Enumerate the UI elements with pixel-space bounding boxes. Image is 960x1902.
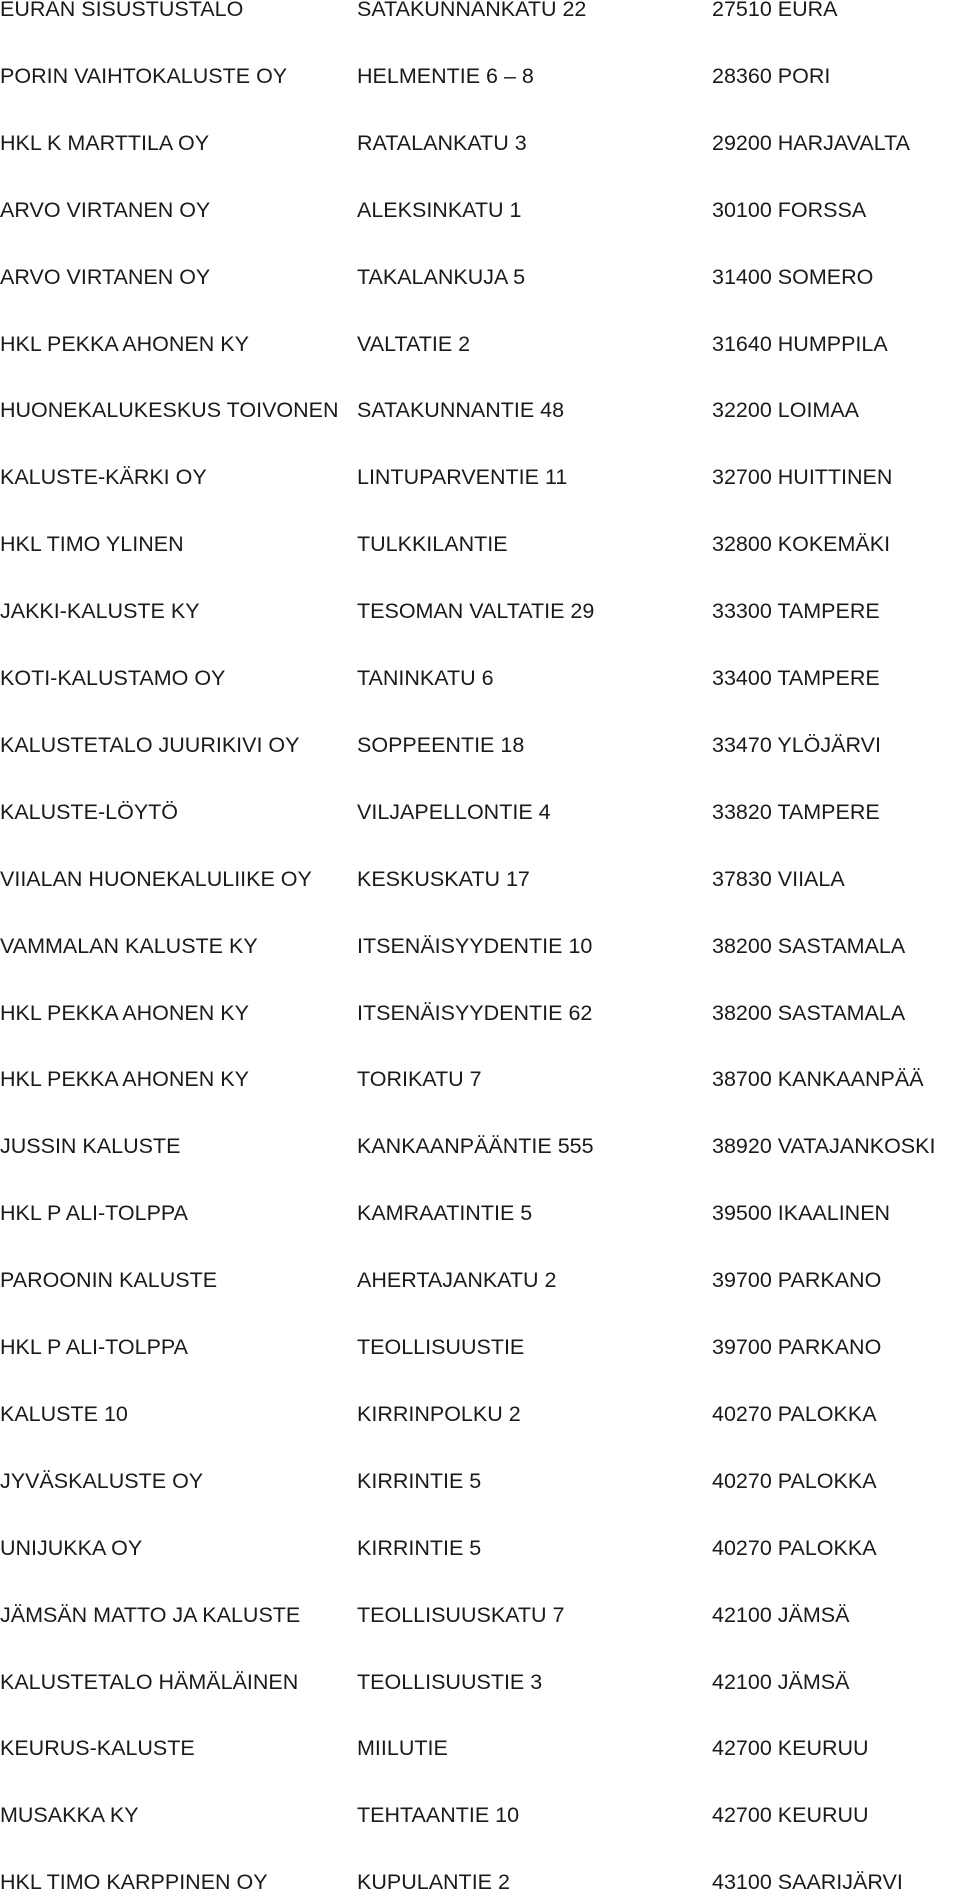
dealer-row <box>0 1260 960 1300</box>
street-address: SATAKUNNANKATU 22 <box>357 0 587 21</box>
postal-city: 40270 PALOKKA <box>712 1401 877 1426</box>
dealer-name: HKL P ALI-TOLPPA <box>0 1335 189 1359</box>
dealer-name: HKL PEKKA AHONEN KY <box>0 1067 249 1092</box>
street-address: TEOLLISUUSKATU 7 <box>357 1602 565 1627</box>
street-address: HELMENTIE 6 – 8 <box>357 63 534 88</box>
dealer-name: HKL PEKKA AHONEN KY <box>0 331 249 356</box>
street-address: KAMRAATINTIE 5 <box>357 1201 533 1226</box>
street-address: ITSENÄISYYDENTIE 10 <box>357 933 593 958</box>
postal-city: 27510 EURA <box>712 0 838 21</box>
postal-city: 38700 KANKAANPÄÄ <box>712 1067 924 1092</box>
postal-city: 33470 YLÖJÄRVI <box>712 732 881 757</box>
dealer-row <box>0 1327 960 1367</box>
street-address: KUPULANTIE 2 <box>357 1870 510 1895</box>
dealer-name: KOTI-KALUSTAMO OY <box>0 666 226 690</box>
street-address: TEOLLISUUSTIE 3 <box>357 1669 543 1694</box>
street-address: AHERTAJANKATU 2 <box>357 1268 557 1293</box>
postal-city: 42700 KEURUU <box>712 1736 869 1761</box>
dealer-name: HUONEKALUKESKUS TOIVONEN <box>0 398 339 423</box>
street-address: KESKUSKATU 17 <box>357 866 530 891</box>
dealer-name: JAKKI-KALUSTE KY <box>0 599 200 624</box>
postal-city: 39500 IKAALINEN <box>712 1201 891 1226</box>
street-address: TAKALANKUJA 5 <box>357 264 526 289</box>
dealer-row <box>0 725 960 765</box>
postal-city: 38920 VATAJANKOSKI <box>712 1134 936 1159</box>
dealer-row <box>0 1059 960 1099</box>
postal-city: 39700 PARKANO <box>712 1268 882 1293</box>
dealer-row <box>0 190 960 230</box>
street-address: TORIKATU 7 <box>357 1067 482 1092</box>
street-address: TANINKATU 6 <box>357 666 494 690</box>
street-address: KANKAANPÄÄNTIE 555 <box>357 1134 594 1159</box>
street-address: KIRRINPOLKU 2 <box>357 1401 521 1426</box>
postal-city: 33400 TAMPERE <box>712 666 880 690</box>
dealer-name: HKL TIMO YLINEN <box>0 532 184 557</box>
dealer-row <box>0 457 960 497</box>
postal-city: 37830 VIIALA <box>712 866 845 891</box>
dealer-row <box>0 257 960 297</box>
dealer-name: JYVÄSKALUSTE OY <box>0 1468 204 1493</box>
dealer-row <box>0 324 960 364</box>
postal-city: 42100 JÄMSÄ <box>712 1602 850 1627</box>
street-address: LINTUPARVENTIE 11 <box>357 465 568 490</box>
street-address: ALEKSINKATU 1 <box>357 197 522 222</box>
dealer-row <box>0 123 960 163</box>
dealer-name: HKL TIMO KARPPINEN OY <box>0 1870 268 1895</box>
street-address: TESOMAN VALTATIE 29 <box>357 599 595 624</box>
postal-city: 40270 PALOKKA <box>712 1535 877 1560</box>
dealer-row <box>0 1193 960 1233</box>
dealer-name: HKL K MARTTILA OY <box>0 130 210 155</box>
street-address: VALTATIE 2 <box>357 331 471 356</box>
dealer-name: EURAN SISUSTUSTALO <box>0 0 244 21</box>
dealer-name: PAROONIN KALUSTE <box>0 1268 218 1293</box>
dealer-row <box>0 1795 960 1835</box>
postal-city: 38200 SASTAMALA <box>712 933 906 958</box>
street-address: TEHTAANTIE 10 <box>357 1803 520 1828</box>
street-address: RATALANKATU 3 <box>357 130 527 155</box>
dealer-row <box>0 1528 960 1568</box>
postal-city: 29200 HARJAVALTA <box>712 130 910 155</box>
dealer-name: KEURUS-KALUSTE <box>0 1736 195 1761</box>
postal-city: 32200 LOIMAA <box>712 398 860 423</box>
street-address: SOPPEENTIE 18 <box>357 732 525 757</box>
dealer-row <box>0 591 960 631</box>
dealer-row <box>0 1595 960 1635</box>
postal-city: 32700 HUITTINEN <box>712 465 893 490</box>
dealer-name: ARVO VIRTANEN OY <box>0 197 211 222</box>
postal-city: 31400 SOMERO <box>712 264 874 289</box>
dealer-row <box>0 1728 960 1768</box>
dealer-name: JÄMSÄN MATTO JA KALUSTE <box>0 1602 301 1627</box>
dealer-row <box>0 524 960 564</box>
dealer-name: VAMMALAN KALUSTE KY <box>0 933 258 958</box>
dealer-name: KALUSTE 10 <box>0 1401 128 1426</box>
postal-city: 39700 PARKANO <box>712 1335 882 1359</box>
postal-city: 42100 JÄMSÄ <box>712 1669 850 1694</box>
postal-city: 32800 KOKEMÄKI <box>712 532 891 557</box>
dealer-row <box>0 1394 960 1434</box>
postal-city: 30100 FORSSA <box>712 197 867 222</box>
dealer-name: UNIJUKKA OY <box>0 1535 143 1560</box>
postal-city: 43100 SAARIJÄRVI <box>712 1870 903 1895</box>
dealer-name: HKL P ALI-TOLPPA <box>0 1201 189 1226</box>
postal-city: 38200 SASTAMALA <box>712 1000 906 1025</box>
dealer-name: PORIN VAIHTOKALUSTE OY <box>0 63 288 88</box>
dealer-row <box>0 1862 960 1902</box>
dealer-row <box>0 0 960 29</box>
street-address: ITSENÄISYYDENTIE 62 <box>357 1000 593 1025</box>
dealer-name: KALUSTETALO HÄMÄLÄINEN <box>0 1669 299 1694</box>
postal-city: 31640 HUMPPILA <box>712 331 888 356</box>
dealer-name: KALUSTE-LÖYTÖ <box>0 799 179 824</box>
dealer-row <box>0 390 960 430</box>
dealer-row <box>0 1126 960 1166</box>
street-address: VILJAPELLONTIE 4 <box>357 799 551 824</box>
dealer-name: MUSAKKA KY <box>0 1803 139 1828</box>
dealer-name: KALUSTE-KÄRKI OY <box>0 465 207 490</box>
dealer-row <box>0 926 960 966</box>
dealer-name: KALUSTETALO JUURIKIVI OY <box>0 732 300 757</box>
postal-city: 33820 TAMPERE <box>712 799 880 824</box>
postal-city: 28360 PORI <box>712 63 831 88</box>
dealer-row <box>0 658 960 698</box>
dealer-row <box>0 993 960 1033</box>
street-address: MIILUTIE <box>357 1736 448 1761</box>
dealer-row <box>0 792 960 832</box>
dealer-row <box>0 859 960 899</box>
street-address: TULKKILANTIE <box>357 532 508 557</box>
postal-city: 33300 TAMPERE <box>712 599 880 624</box>
postal-city: 42700 KEURUU <box>712 1803 869 1828</box>
dealer-row <box>0 1461 960 1501</box>
dealer-name: HKL PEKKA AHONEN KY <box>0 1000 249 1025</box>
street-address: KIRRINTIE 5 <box>357 1468 482 1493</box>
postal-city: 40270 PALOKKA <box>712 1468 877 1493</box>
street-address: KIRRINTIE 5 <box>357 1535 482 1560</box>
dealer-name: JUSSIN KALUSTE <box>0 1134 181 1159</box>
dealer-name: ARVO VIRTANEN OY <box>0 264 211 289</box>
dealer-row <box>0 56 960 96</box>
street-address: TEOLLISUUSTIE <box>357 1335 525 1359</box>
street-address: SATAKUNNANTIE 48 <box>357 398 565 423</box>
dealer-name: VIIALAN HUONEKALULIIKE OY <box>0 866 312 891</box>
dealer-row <box>0 1662 960 1702</box>
